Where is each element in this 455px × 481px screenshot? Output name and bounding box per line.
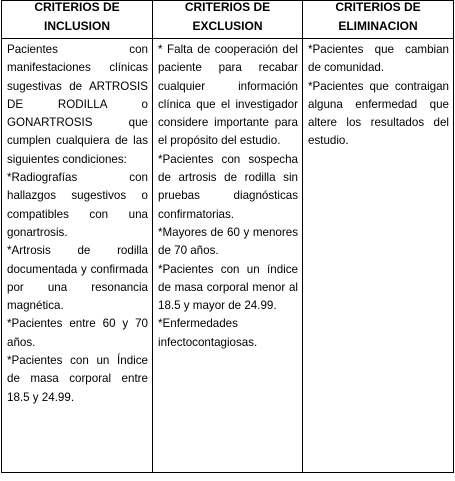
header-exclusion-line1: CRITERIOS DE <box>184 0 271 14</box>
exclusion-item: * Falta de cooperación del paciente para recabar cualquier información clínica que el investigador considere importante para el propósito del estudio. <box>158 43 298 148</box>
inclusion-item: *Pacientes con un Índice de masa corporal entre 18.5 y 24.99. <box>7 354 148 404</box>
exclusion-item: *Mayores de 60 y menores de 70 años. <box>158 225 298 258</box>
eliminacion-cell <box>303 39 454 473</box>
inclusion-item: *Pacientes entre 60 y 70 años. <box>7 317 148 349</box>
header-row <box>2 1 454 39</box>
exclusion-item: *Pacientes con un índice de masa corporal menor al 18.5 y mayor de 24.99. <box>158 262 298 313</box>
header-exclusion-line2: EXCLUSION <box>192 19 263 33</box>
inclusion-item: *Artrosis de rodilla documentada y confirmada por una resonancia magnética. <box>7 244 148 313</box>
header-inclusion-line2: INCLUSION <box>44 19 110 33</box>
eliminacion-item: *Pacientes que contraigan alguna enfermedad que altere los resultados del estudio. <box>308 79 449 148</box>
header-inclusion-line1: CRITERIOS DE <box>34 0 120 14</box>
exclusion-item: *Enfermedades infectocontagiosas. <box>158 317 258 349</box>
exclusion-cell <box>153 39 303 473</box>
header-eliminacion <box>303 1 454 39</box>
header-exclusion <box>153 1 303 39</box>
inclusion-cell <box>2 39 153 473</box>
header-eliminacion-line2: ELIMINACION <box>338 19 418 33</box>
criteria-table <box>1 0 454 473</box>
inclusion-item: *Radiografías con hallazgos sugestivos o compatibles con una gonartrosis. <box>7 171 148 239</box>
header-eliminacion-line1: CRITERIOS DE <box>335 0 421 14</box>
body-row <box>2 39 454 473</box>
exclusion-item: *Pacientes con sospecha de artrosis de rodilla sin pruebas diagnósticas confirmatorias. <box>158 152 298 221</box>
inclusion-item: Pacientes con manifestaciones clínicas sugestivas de ARTROSIS DE RODILLA o GONARTROSIS que cumplen cualquiera de las siguientes condiciones: <box>7 43 148 166</box>
eliminacion-item: *Pacientes que cambian de comunidad. <box>308 43 449 75</box>
header-inclusion <box>2 1 153 39</box>
